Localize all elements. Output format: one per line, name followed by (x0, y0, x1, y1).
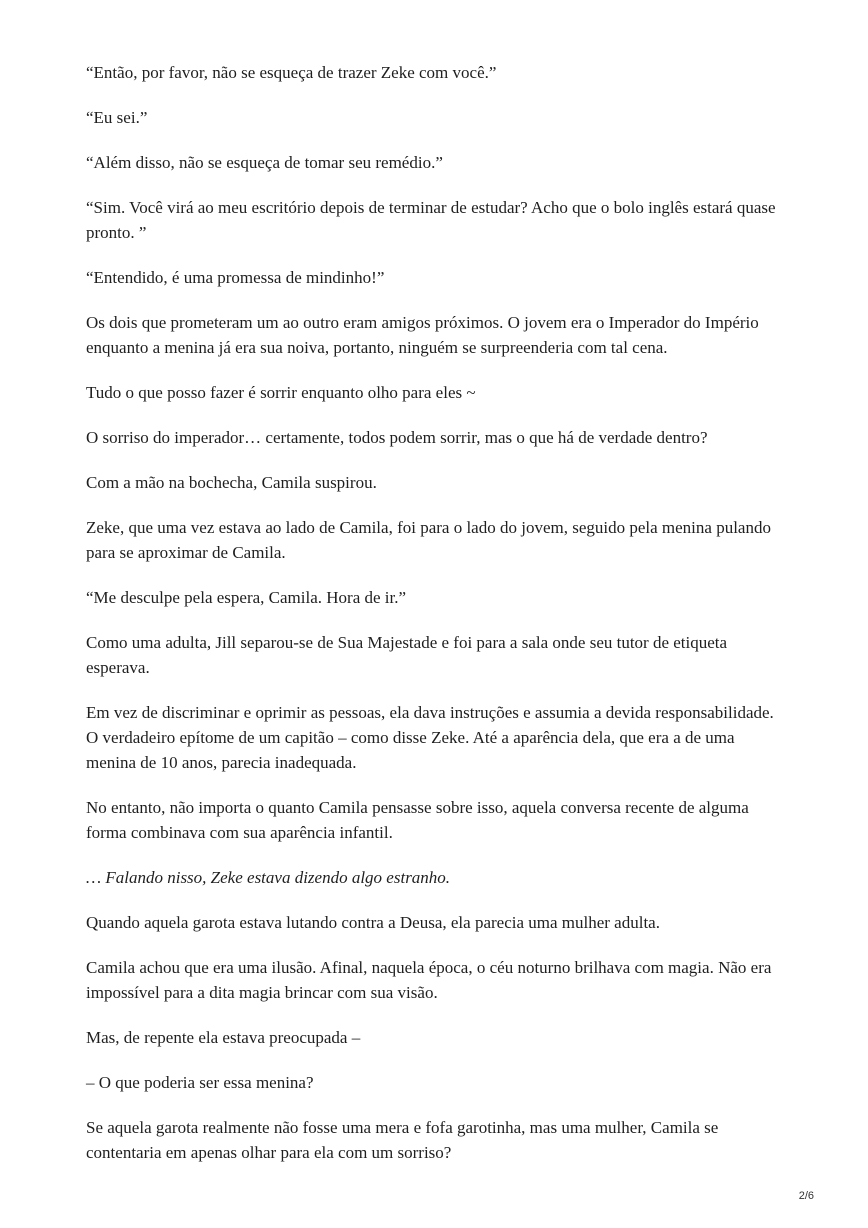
page-number: 2/6 (798, 1190, 814, 1202)
paragraph: Em vez de discriminar e oprimir as pessoas, ela dava instruções e assumia a devida responsabilidade. O verdadeiro epítome de um capitão – como disse Zeke. Até a aparência dela, que era a de uma menina de 10 anos, parecia inadequada. (86, 703, 774, 772)
paragraph: Camila achou que era uma ilusão. Afinal, naquela época, o céu noturno brilhava com magia. Não era impossível para a dita magia brincar com sua visão. (86, 958, 772, 1002)
paragraph: Com a mão na bochecha, Camila suspirou. (86, 473, 377, 492)
paragraph: Mas, de repente ela estava preocupada – (86, 1028, 361, 1047)
paragraph: “Eu sei.” (86, 108, 148, 127)
paragraph: “Me desculpe pela espera, Camila. Hora de ir.” (86, 588, 407, 607)
paragraph: No entanto, não importa o quanto Camila pensasse sobre isso, aquela conversa recente de alguma forma combinava com sua aparência infantil. (86, 798, 749, 842)
paragraph: Se aquela garota realmente não fosse uma mera e fofa garotinha, mas uma mulher, Camila se contentaria em apenas olhar para ela com um sorriso? (86, 1118, 719, 1162)
paragraph: “Sim. Você virá ao meu escritório depois de terminar de estudar? Acho que o bolo inglês estará quase pronto. ” (86, 198, 776, 242)
paragraph: O sorriso do imperador… certamente, todos podem sorrir, mas o que há de verdade dentro? (86, 428, 708, 447)
paragraph: “Além disso, não se esqueça de tomar seu remédio.” (86, 153, 443, 172)
paragraph: Tudo o que posso fazer é sorrir enquanto olho para eles ~ (86, 383, 476, 402)
paragraph-italic: … Falando nisso, Zeke estava dizendo algo estranho. (86, 868, 451, 887)
paragraph: Como uma adulta, Jill separou-se de Sua Majestade e foi para a sala onde seu tutor de etiqueta esperava. (86, 633, 728, 677)
paragraph: “Entendido, é uma promessa de mindinho!” (86, 268, 385, 287)
paragraph: Zeke, que uma vez estava ao lado de Camila, foi para o lado do jovem, seguido pela menina pulando para se aproximar de Camila. (86, 518, 771, 562)
paragraph: – O que poderia ser essa menina? (86, 1073, 314, 1092)
document-body (86, 60, 786, 1185)
paragraph: Os dois que prometeram um ao outro eram amigos próximos. O jovem era o Imperador do Império enquanto a menina já era sua noiva, portanto, ninguém se surpreenderia com tal cena. (86, 313, 759, 357)
paragraph: Quando aquela garota estava lutando contra a Deusa, ela parecia uma mulher adulta. (86, 913, 660, 932)
paragraph: “Então, por favor, não se esqueça de trazer Zeke com você.” (86, 63, 497, 82)
